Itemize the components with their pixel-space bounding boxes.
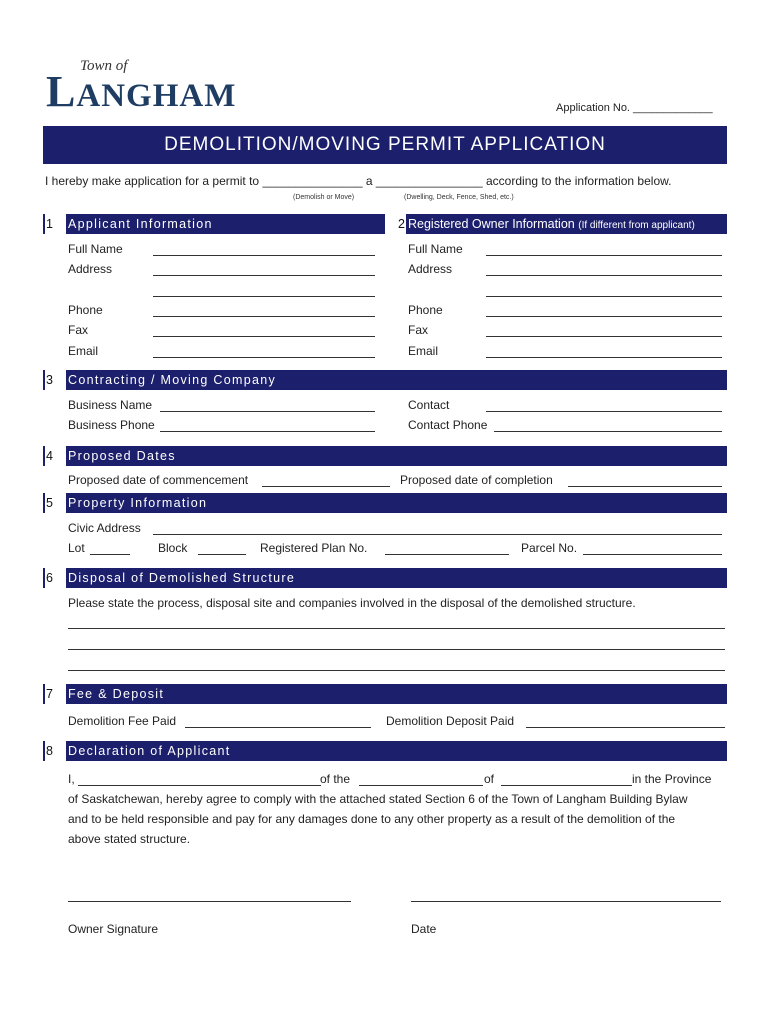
applicant-full-name-label: Full Name [68,242,123,256]
parcel-field[interactable] [583,554,722,555]
business-phone-field[interactable] [160,431,375,432]
section-5-number: 5 [45,493,66,513]
section-7-number: 7 [45,684,66,704]
fee-paid-label: Demolition Fee Paid [68,714,177,728]
business-name-field[interactable] [160,411,375,412]
owner-full-name-label: Full Name [408,242,463,256]
section-bar-4 [43,446,727,466]
owner-fax-label: Fax [408,323,429,337]
section-2-title [408,214,695,236]
owner-email-field[interactable] [486,357,722,358]
parcel-label: Parcel No. [521,541,578,555]
lot-field[interactable] [90,554,130,555]
owner-full-name-field[interactable] [486,255,722,256]
declaration-municipality-type-field[interactable] [359,785,483,786]
section-2-title-text: Registered Owner Information [408,217,575,231]
business-name-label: Business Name [68,398,153,412]
owner-phone-label: Phone [408,303,443,317]
section-3-title: Contracting / Moving Company [68,373,277,387]
disposal-instructions: Please state the process, disposal site and companies involved in the disposal of the demolished structure. [68,596,636,610]
owner-phone-field[interactable] [486,316,722,317]
section-6-title: Disposal of Demolished Structure [68,571,296,585]
applicant-full-name-field[interactable] [153,255,375,256]
section-4-title: Proposed Dates [68,449,176,463]
owner-address-field-2[interactable] [486,296,722,297]
applicant-address-field[interactable] [153,275,375,276]
deposit-paid-field[interactable] [526,727,725,728]
applicant-email-field[interactable] [153,357,375,358]
owner-address-label: Address [408,262,453,276]
section-1-number: 1 [45,214,66,234]
section-bar-7 [43,684,727,704]
civic-address-label: Civic Address [68,521,141,535]
applicant-address-field-2[interactable] [153,296,375,297]
disposal-field-3[interactable] [68,670,725,671]
section-1-title: Applicant Information [68,217,213,231]
section-8-title: Declaration of Applicant [68,744,231,758]
completion-label: Proposed date of completion [400,473,553,487]
declaration-of-the: of the [320,772,351,786]
owner-signature-field[interactable] [68,901,351,902]
logo-town-of: Town of [80,58,128,74]
section-bar-8 [43,741,727,761]
applicant-phone-field[interactable] [153,316,375,317]
declaration-of: of [484,772,495,786]
declaration-name-field[interactable] [78,785,321,786]
contact-label: Contact [408,398,450,412]
section-bar-6 [43,568,727,588]
business-phone-label: Business Phone [68,418,155,432]
commencement-label: Proposed date of commencement [68,473,249,487]
intro-hint-structure: (Dwelling, Deck, Fence, Shed, etc.) [404,194,514,201]
owner-signature-label: Owner Signature [68,922,159,936]
logo-rest: ANGHAM [76,78,237,114]
lot-label: Lot [68,541,85,555]
section-3-number: 3 [45,370,66,390]
date-field[interactable] [411,901,721,902]
logo-first-letter: L [46,67,77,116]
contact-phone-field[interactable] [494,431,722,432]
block-field[interactable] [198,554,246,555]
completion-field[interactable] [568,486,722,487]
section-5-title: Property Information [68,496,208,510]
civic-address-field[interactable] [153,534,722,535]
declaration-line-3: and to be held responsible and pay for any damages done to any other property as a result of the demolition of the [68,812,676,826]
block-label: Block [158,541,188,555]
declaration-line-4: above stated structure. [68,832,191,846]
intro-text: I hereby make application for a permit to _______________ a ________________ according to the information below. [45,174,672,188]
section-bar-3 [43,370,727,390]
declaration-municipality-field[interactable] [501,785,632,786]
section-6-number: 6 [45,568,66,588]
contact-field[interactable] [486,411,722,412]
registered-plan-field[interactable] [385,554,509,555]
contact-phone-label: Contact Phone [408,418,488,432]
applicant-fax-field[interactable] [153,336,375,337]
section-bar-5 [43,493,727,513]
section-2-note: (If different from applicant) [578,220,695,231]
section-8-number: 8 [45,741,66,761]
declaration-line-2: of Saskatchewan, hereby agree to comply with the attached stated Section 6 of the Town of Langham Building Bylaw [68,792,688,806]
application-no: Application No. _____________ [556,102,713,114]
section-7-title: Fee & Deposit [68,687,165,701]
disposal-field-2[interactable] [68,649,725,650]
applicant-fax-label: Fax [68,323,89,337]
applicant-phone-label: Phone [68,303,103,317]
owner-email-label: Email [408,344,439,358]
deposit-paid-label: Demolition Deposit Paid [386,714,515,728]
fee-paid-field[interactable] [185,727,371,728]
section-2-number: 2 [385,214,406,234]
owner-address-field[interactable] [486,275,722,276]
applicant-email-label: Email [68,344,99,358]
owner-fax-field[interactable] [486,336,722,337]
declaration-province: in the Province [632,772,712,786]
section-bar-1-2 [43,214,727,234]
section-4-number: 4 [45,446,66,466]
commencement-field[interactable] [262,486,390,487]
logo [46,66,236,117]
page-title: DEMOLITION/MOVING PERMIT APPLICATION [43,126,727,164]
applicant-address-label: Address [68,262,113,276]
registered-plan-label: Registered Plan No. [260,541,368,555]
declaration-i: I, [68,772,75,786]
date-label: Date [411,922,437,936]
disposal-field-1[interactable] [68,628,725,629]
intro-hint-demolish: (Demolish or Move) [293,194,355,201]
